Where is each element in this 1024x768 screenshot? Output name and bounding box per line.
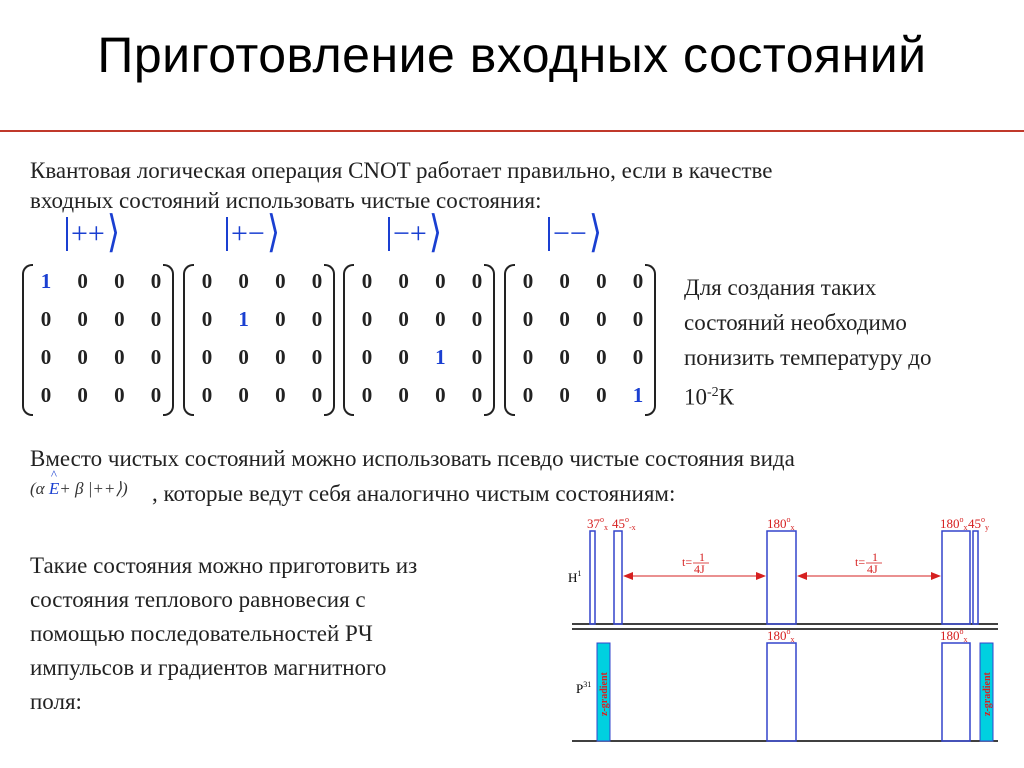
side-note-line-1: Для создания таких — [684, 275, 877, 300]
h-label-37x: $37^o_x$ — [587, 515, 608, 532]
matrix-row: 0 0 0 0 — [201, 269, 323, 293]
pseudo-line-1: Вместо чистых состояний можно использовать псевдо чистые состояния вида — [30, 446, 795, 471]
gradient-label-2: z-gradient — [982, 672, 993, 716]
p-pulse-180-first — [767, 643, 796, 741]
matrix-row: 0 0 0 0 — [361, 383, 483, 407]
ket-minus-plus: −+⟩ — [388, 212, 442, 252]
prep-line-5: поля: — [30, 689, 82, 714]
matrix-row: 0 1 0 0 — [201, 307, 323, 331]
matrix-row: 0 0 1 0 — [361, 345, 483, 369]
ket-minus-minus: −−⟩ — [548, 212, 602, 252]
matrix-row: 0 0 0 1 — [522, 383, 644, 407]
matrix-row: 0 0 0 0 — [361, 269, 483, 293]
matrix-row: 0 0 0 0 — [201, 383, 323, 407]
h-pulse-37 — [590, 531, 595, 624]
side-note-line-4: $10^{-2}К$ — [684, 384, 735, 410]
matrix-row: 0 0 0 0 — [40, 307, 162, 331]
pseudo-pure-formula: (α ^ E+ β |++⟩) — [30, 479, 128, 499]
side-note-line-3: понизить температуру до — [684, 345, 932, 370]
h-channel-label: $H^1$ — [568, 569, 582, 585]
matrix-row: 0 0 0 0 — [40, 345, 162, 369]
prep-line-2: состояния теплового равновесия с — [30, 587, 366, 612]
h-pulse-180-second — [942, 531, 970, 624]
delay-label-1: t= 1 4J — [682, 550, 705, 576]
matrix-row: 0 0 0 0 — [361, 307, 483, 331]
prep-line-1: Такие состояния можно приготовить из — [30, 553, 418, 578]
pseudo-line-2: , которые ведут себя аналогично чистым состояниям: — [152, 481, 676, 506]
intro-line-1: Квантовая логическая операция CNOT работает правильно, если в качестве — [30, 158, 773, 183]
matrix-row: 0 0 0 0 — [201, 345, 323, 369]
prep-line-4: импульсов и градиентов магнитного — [30, 655, 387, 680]
p-channel-label: $P^{31}$ — [576, 680, 592, 696]
side-note-line-2: состояний необходимо — [684, 310, 907, 335]
matrix-row: 0 0 0 0 — [522, 345, 644, 369]
matrix-row: 0 0 0 0 — [40, 383, 162, 407]
h-pulse-45-minus-x — [614, 531, 622, 624]
p-label-180x-second: $180^o_x$ — [940, 627, 968, 644]
h-pulse-180-first — [767, 531, 796, 624]
h-label-45-x: $45^o_{-x}$ — [612, 515, 636, 532]
matrix-row: 1 0 0 0 — [40, 269, 162, 293]
h-label-180x-first: $180^o_x$ — [767, 515, 795, 532]
p-label-180x-first: $180^o_x$ — [767, 627, 795, 644]
matrix-row: 0 0 0 0 — [522, 269, 644, 293]
delay-label-2: t= 1 4J — [855, 550, 878, 576]
intro-line-2: входных состояний использовать чистые состояния: — [30, 188, 542, 213]
prep-line-3: помощью последовательностей РЧ — [30, 621, 373, 646]
p-pulse-180-second — [942, 643, 970, 741]
h-label-180x-second: $180^o_x$ — [940, 515, 968, 532]
matrix-row: 0 0 0 0 — [522, 307, 644, 331]
gradient-label-1: z-gradient — [599, 672, 610, 716]
ket-plus-minus: +−⟩ — [226, 212, 280, 252]
h-pulse-45-y — [973, 531, 978, 624]
page-title: Приготовление входных состояний — [97, 27, 927, 83]
h-label-45y: $45^o_y$ — [968, 515, 989, 532]
ket-plus-plus: ++⟩ — [66, 212, 120, 252]
